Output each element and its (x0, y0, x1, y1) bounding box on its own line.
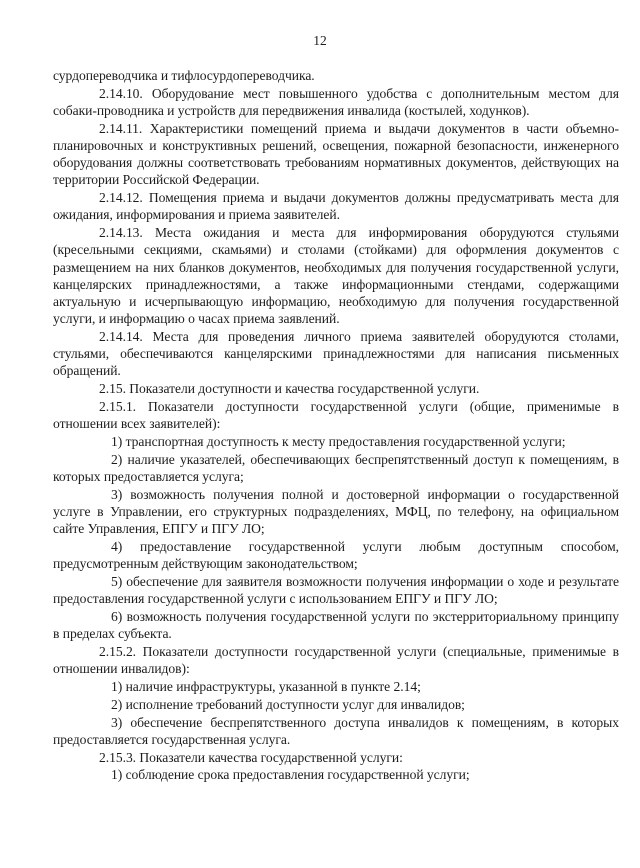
list-item-2-15-1-3: 3) возможность получения полной и достоверной информации о государственной услуге в Управлении, его структурных подразделениях, МФЦ, по телефону, на официальном сайте Управления, ЕПГУ и ПГУ ЛО; (53, 486, 619, 537)
paragraph-2-14-13: 2.14.13. Места ожидания и места для информирования оборудуются стульями (кресельными секциями, скамьями) и столами (стойками) для оформления документов с размещением на них бланков документов, необходимых для получения государственной услуги, канцелярских принадлежностями, а также информационными стендами, содержащими актуальную и исчерпывающую информацию, необходимую для получения государственной услуги, и информацию о часах приема заявлений. (53, 225, 619, 327)
list-item-2-15-3-1: 1) соблюдение срока предоставления государственной услуги; (111, 767, 470, 783)
paragraph-2-14-10: 2.14.10. Оборудование мест повышенного удобства с дополнительным местом для собаки-проводника и устройств для передвижения инвалида (костылей, ходунков). (53, 85, 619, 118)
paragraph-2-15-2: 2.15.2. Показатели доступности государственной услуги (специальные, применимые в отношении инвалидов): (53, 644, 619, 677)
list-item-2-15-1-5: 5) обеспечение для заявителя возможности получения информации о ходе и результате предоставления государственной услуги с использованием ЕПГУ и ПГУ ЛО; (53, 574, 619, 607)
page-number: 12 (313, 33, 327, 48)
document-body (53, 67, 619, 784)
paragraph-2-15: 2.15. Показатели доступности и качества государственной услуги. (99, 381, 480, 397)
list-item-2-15-1-6: 6) возможность получения государственной услуги по экстерриториальному принципу в пределах субъекта. (53, 609, 619, 642)
paragraph-2-14-11: 2.14.11. Характеристики помещений приема и выдачи документов в части объемно-планировочных и конструктивных решений, освещения, пожарной безопасности, инженерного оборудования должны соответствовать требованиям нормативных документов, действующих на территории Российской Федерации. (53, 120, 619, 188)
paragraph-2-15-1: 2.15.1. Показатели доступности государственной услуги (общие, применимые в отношении всех заявителей): (53, 399, 619, 432)
list-item-2-15-2-1: 1) наличие инфраструктуры, указанной в пункте 2.14; (111, 679, 421, 695)
paragraph-2-15-3: 2.15.3. Показатели качества государственной услуги: (99, 749, 403, 765)
list-item-2-15-2-3: 3) обеспечение беспрепятственного доступа инвалидов к помещениям, в которых предоставляется государственная услуга. (53, 714, 619, 747)
list-item-2-15-1-4: 4) предоставление государственной услуги любым доступным способом, предусмотренным действующим законодательством; (53, 539, 619, 572)
list-item-2-15-2-2: 2) исполнение требований доступности услуг для инвалидов; (111, 696, 465, 712)
paragraph-2-14-12: 2.14.12. Помещения приема и выдачи документов должны предусматривать места для ожидания, информирования и приема заявителей. (53, 190, 619, 223)
paragraph-continuation: сурдопереводчика и тифлосурдопереводчика. (53, 68, 315, 83)
list-item-2-15-1-2: 2) наличие указателей, обеспечивающих беспрепятственный доступ к помещениям, в которых предоставляется услуга; (53, 451, 619, 485)
list-item-2-15-1-1: 1) транспортная доступность к месту предоставления государственной услуги; (111, 434, 566, 450)
paragraph-2-14-14: 2.14.14. Места для проведения личного приема заявителей оборудуются столами, стульями, обеспечиваются канцелярскими принадлежностями для написания письменных обращений. (53, 329, 619, 379)
